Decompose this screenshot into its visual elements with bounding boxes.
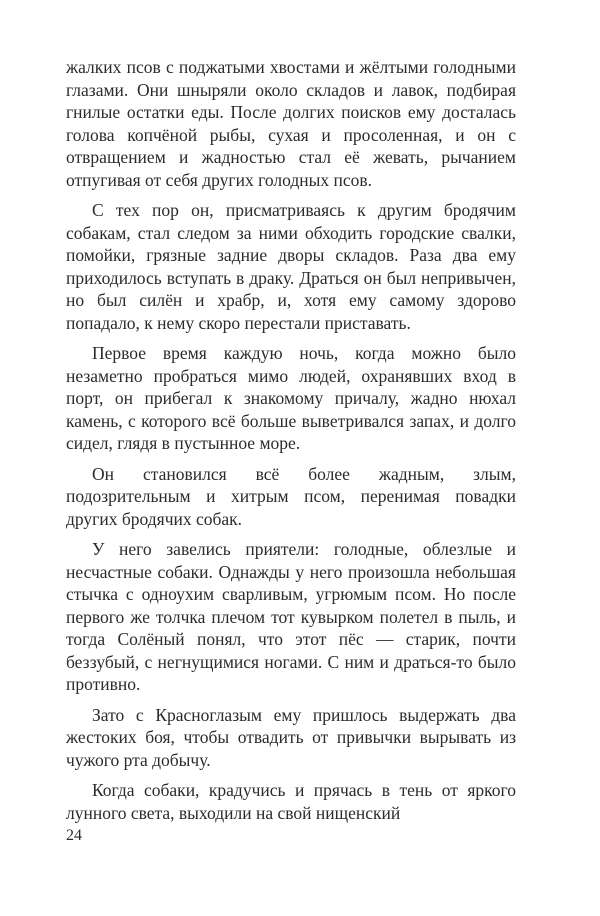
paragraph-6: Зато с Красноглазым ему пришлось выдержать два жестоких боя, чтобы отвадить от привычки вырывать из чужого рта добычу. [66,704,516,770]
page-number: 24 [66,827,82,844]
paragraph-1: жалких псов с поджатыми хвостами и жёлтыми голодными глазами. Они шныряли около складов и лавок, подбирая гнилые остатки еды. После долгих поисков ему досталась голова копчёной рыбы, сухая и просоленная, и он с отвращением и жадностью стал её жевать, рычанием отпугивая от себя других голодных псов. [66,57,516,190]
paragraph-7: Когда собаки, крадучись и прячась в тень от яркого лунного света, выходили на свой нищенский [66,780,516,823]
paragraph-4: Он становился всё более жадным, злым, подозрительным и хитрым псом, перенимая повадки других бродячих собак. [66,463,516,529]
body-text [66,56,516,832]
paragraph-5: У него завелись приятели: голодные, облезлые и несчастные собаки. Однажды у него произошла небольшая стычка с одноухим сварливым, угрюмым псом. Но после первого же толчка плечом тот кувырком полетел в пыль, и тогда Солёный понял, что этот пёс — старик, почти беззубый, с негнущимися ногами. С ним и драться-то было противно. [66,539,516,694]
paragraph-2: С тех пор он, присматриваясь к другим бродячим собакам, стал следом за ними обходить городские свалки, помойки, грязные задние дворы складов. Раза два ему приходилось вступать в драку. Драться он был непривычен, но был силён и храбр, и, хотя ему самому здорово попадало, к нему скоро перестали приставать. [66,200,516,333]
paragraph-3: Первое время каждую ночь, когда можно было незаметно пробраться мимо людей, охранявших вход в порт, он прибегал к знакомому причалу, жадно нюхал камень, с которого всё больше выветривался запах, и долго сидел, глядя в пустынное море. [66,343,516,453]
